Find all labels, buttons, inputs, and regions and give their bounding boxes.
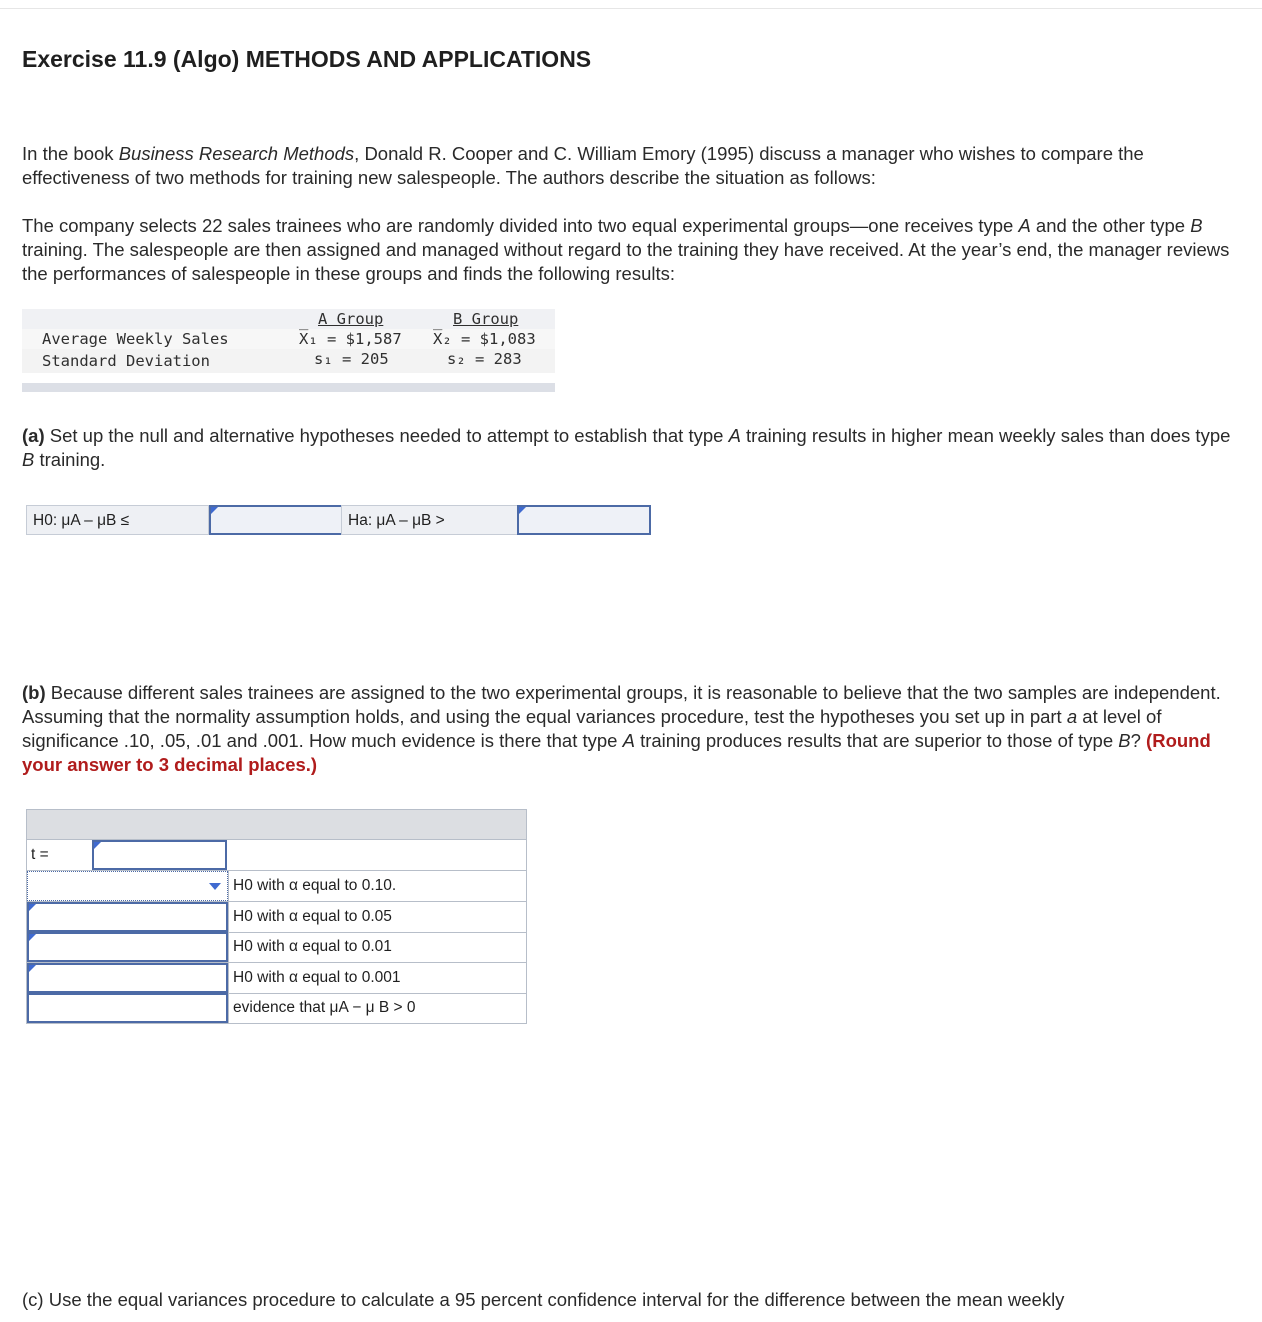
- part-a-question: (a) Set up the null and alternative hypotheses needed to attempt to establish that type A training results in higher mean weekly sales than does type B training.: [22, 425, 1231, 470]
- table-row: [27, 871, 526, 902]
- intro-paragraph-2: The company selects 22 sales trainees who are randomly divided into two equal experimental groups—one receives type A and the other type B training. The salespeople are then assigned and managed without regard to the training they have received. At the year’s end, the manager reviews the performances of salespeople in these groups and finds the following results:: [22, 215, 1230, 284]
- input-marker-icon: [211, 507, 218, 514]
- input-marker-icon: [29, 934, 36, 941]
- round-note: (Round your answer to 3 decimal places.): [22, 730, 1211, 775]
- intro-paragraph-1: In the book Business Research Methods, Donald R. Cooper and C. William Emory (1995) discuss a manager who wishes to compare the effectiveness of two methods for training new salespeople. The authors describe the situation as follows:: [22, 143, 1144, 188]
- row-label: H0 with α equal to 0.01: [228, 932, 523, 962]
- t-label: t =: [31, 846, 49, 863]
- table-row: [27, 993, 526, 1023]
- a-mean-value: X̅₁ = $1,587: [299, 330, 402, 348]
- table-row: [27, 902, 526, 933]
- h0-answer-input[interactable]: [209, 505, 344, 535]
- input-marker-icon: [94, 842, 101, 849]
- table-header: [27, 810, 526, 840]
- row-label: H0 with α equal to 0.10.: [228, 871, 523, 901]
- decision-select-010[interactable]: [27, 871, 228, 901]
- row-standard-deviation: Standard Deviation: [42, 352, 210, 370]
- input-marker-icon: [29, 904, 36, 911]
- col-a-header: A Group: [318, 310, 384, 328]
- input-marker-icon: [29, 965, 36, 972]
- decision-input-001[interactable]: [27, 932, 228, 962]
- table-row: [27, 932, 526, 963]
- t-statistic-row: [27, 840, 526, 871]
- a-sd-value: s₁ = 205: [314, 350, 389, 368]
- part-b-question: (b) Because different sales trainees are assigned to the two experimental groups, it is reasonable to believe that the two samples are independent. Assuming that the normality assumption holds, and using the equal variances procedure, test the hypotheses you set up in part a at level of significance .10, .05, .01 and .001. How much evidence is there that type A training produces results that are superior to those of type B? (Round your answer to 3 decimal places.): [22, 682, 1221, 775]
- b-sd-value: s₂ = 283: [447, 350, 522, 368]
- ha-answer-input[interactable]: [517, 505, 651, 535]
- b-mean-value: X̅₂ = $1,083: [433, 330, 536, 348]
- part-c-question-cut: (c) Use the equal variances procedure to calculate a 95 percent confidence interval for the difference between the mean weekly: [22, 1289, 1065, 1310]
- decision-input-005[interactable]: [27, 902, 228, 932]
- t-statistic-input[interactable]: [92, 840, 227, 870]
- ha-label: Ha: μA – μB >: [341, 505, 518, 535]
- page-title: Exercise 11.9 (Algo) METHODS AND APPLICATIONS: [22, 46, 592, 72]
- chevron-down-icon: [209, 883, 221, 890]
- row-average-weekly-sales: Average Weekly Sales: [42, 330, 229, 348]
- top-divider: [0, 8, 1262, 9]
- h0-label: H0: μA – μB ≤: [26, 505, 209, 535]
- decision-input-0001[interactable]: [27, 963, 228, 993]
- row-label: evidence that μA − μ B > 0: [228, 993, 523, 1023]
- input-marker-icon: [519, 507, 526, 514]
- evidence-input[interactable]: [27, 993, 228, 1023]
- results-table: [22, 309, 555, 392]
- row-label: H0 with α equal to 0.001: [228, 963, 523, 993]
- row-label: H0 with α equal to 0.05: [228, 902, 523, 932]
- table-row: [27, 963, 526, 994]
- col-b-header: B Group: [453, 310, 519, 328]
- part-b-answer-table: [26, 809, 527, 1024]
